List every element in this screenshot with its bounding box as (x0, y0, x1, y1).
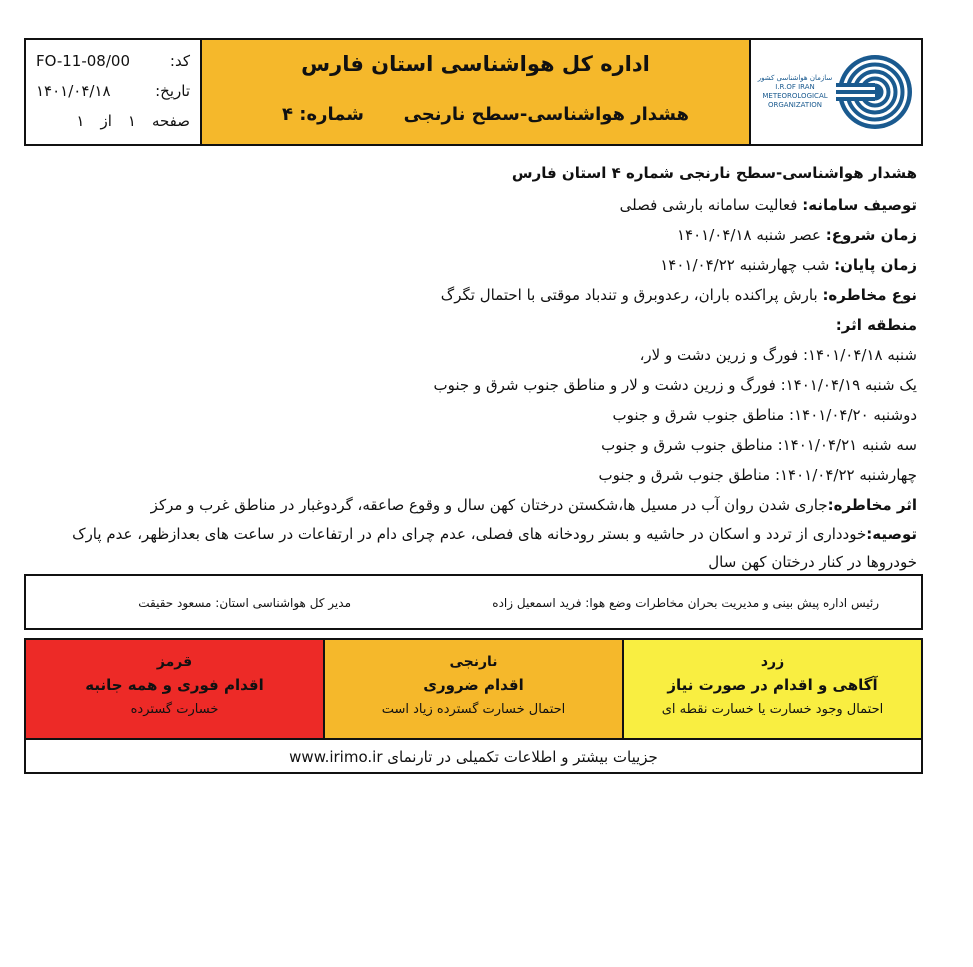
signature-box (24, 574, 923, 630)
code-value: FO-11-08/00 (36, 52, 130, 70)
level-cells (26, 640, 921, 740)
header-title-area (202, 40, 751, 144)
area-line: دوشنبه ۱۴۰۱/۰۴/۲۰: مناطق جنوب شرق و جنوب (612, 406, 917, 424)
level-name: قرمز (156, 654, 193, 670)
warning-level-title: هشدار هواشناسی-سطح نارنجی (403, 104, 689, 125)
end-value: شب چهارشنبه ۱۴۰۱/۰۴/۲۲ (660, 256, 835, 274)
end-label: زمان پایان: (834, 256, 917, 274)
page-value: ۱ (127, 112, 136, 130)
logo-area (751, 40, 921, 144)
warning-number: شماره: ۴ (282, 104, 364, 125)
logo-line-3: METEOROLOGICAL (762, 92, 828, 100)
level-description: خسارت گسترده (130, 702, 219, 717)
hazard-value: بارش پراکنده باران، رعدوبرق و تندباد موقتی با احتمال تگرگ (440, 286, 823, 304)
hazard-label: نوع مخاطره: (822, 286, 917, 304)
start-time (30, 220, 917, 250)
effect-value: جاری شدن روان آب در مسیل ها،شکستن درختان کهن سال و وقوع صاعقه، گردوغبار در مناطق غرب و مرکز (150, 496, 828, 514)
recommendation (30, 520, 917, 576)
of-label: از (100, 112, 112, 130)
end-time (30, 250, 917, 280)
forecast-chief-signature: رئیس اداره پیش بینی و مدیریت بحران مخاطرات وضع هوا: فرید اسمعیل زاده (492, 596, 879, 610)
level-action: اقدام ضروری (423, 676, 524, 694)
code-row (36, 46, 190, 76)
area-label: منطقه اثر: (835, 316, 917, 334)
date-row (36, 76, 190, 106)
affected-area-heading (30, 310, 917, 340)
page-title: اداره کل هواشناسی استان فارس (301, 52, 650, 76)
level-description: احتمال وجود خسارت یا خسارت نقطه ای (661, 702, 884, 717)
hazard-type (30, 280, 917, 310)
hazard-effect (30, 490, 917, 520)
level-action: اقدام فوری و همه جانبه (85, 676, 264, 694)
level-description: احتمال خسارت گسترده زیاد است (381, 702, 566, 717)
warning-levels-legend (24, 638, 923, 774)
start-value: عصر شنبه ۱۴۰۱/۰۴/۱۸ (677, 226, 826, 244)
website-footer: جزییات بیشتر و اطلاعات تکمیلی در تارنمای www.irimo.ir (289, 748, 658, 766)
area-line: سه شنبه ۱۴۰۱/۰۴/۲۱: مناطق جنوب شرق و جنوب (601, 436, 917, 454)
level-yellow (624, 640, 921, 738)
area-line: چهارشنبه ۱۴۰۱/۰۴/۲۲: مناطق جنوب شرق و جنوب (598, 466, 917, 484)
page-label: صفحه (151, 112, 190, 130)
level-name: زرد (760, 654, 785, 670)
logo-text (758, 74, 833, 110)
system-description (30, 190, 917, 220)
start-label: زمان شروع: (825, 226, 917, 244)
of-value: ۱ (76, 112, 85, 130)
date-label: تاریخ: (155, 82, 190, 100)
document-meta (26, 40, 202, 144)
area-line: شنبه ۱۴۰۱/۰۴/۱۸: فورگ و زرین دشت و لار، (639, 346, 917, 364)
level-name: نارنجی (449, 654, 498, 670)
document-header (24, 38, 923, 146)
logo-line-1: سازمان هواشناسی کشور (757, 74, 833, 82)
director-signature: مدیر کل هواشناسی استان: مسعود حقیقت (138, 596, 351, 610)
area-line: یک شنبه ۱۴۰۱/۰۴/۱۹: فورگ و زرین دشت و لار و مناطق جنوب شرق و جنوب (433, 376, 917, 394)
level-orange (325, 640, 624, 738)
warning-heading: هشدار هواشناسی-سطح نارنجی شماره ۴ استان فارس (511, 164, 917, 182)
level-red (26, 640, 325, 738)
advice-value: خودداری از تردد و اسکان در حاشیه و بستر رودخانه های فصلی، عدم چرای دام در ارتفاعات در ساعت های بعدازظهر، عدم پارک خودروها در کنار درختان کهن سال (72, 525, 917, 571)
logo-line-2: I.R.OF IRAN (775, 83, 815, 91)
system-label: توصیف سامانه: (802, 196, 917, 214)
system-value: فعالیت سامانه بارشی فصلی (619, 196, 803, 214)
effect-label: اثر مخاطره: (827, 496, 917, 514)
advice-label: توصیه: (866, 525, 917, 543)
level-action: آگاهی و اقدام در صورت نیاز (667, 676, 878, 694)
logo-line-4: ORGANIZATION (767, 101, 822, 109)
code-label: کد: (169, 52, 190, 70)
warning-body (30, 158, 917, 576)
page-row (36, 106, 190, 136)
spiral-logo-icon (836, 53, 914, 131)
date-value: ۱۴۰۱/۰۴/۱۸ (36, 82, 111, 100)
organization-logo (758, 53, 915, 131)
